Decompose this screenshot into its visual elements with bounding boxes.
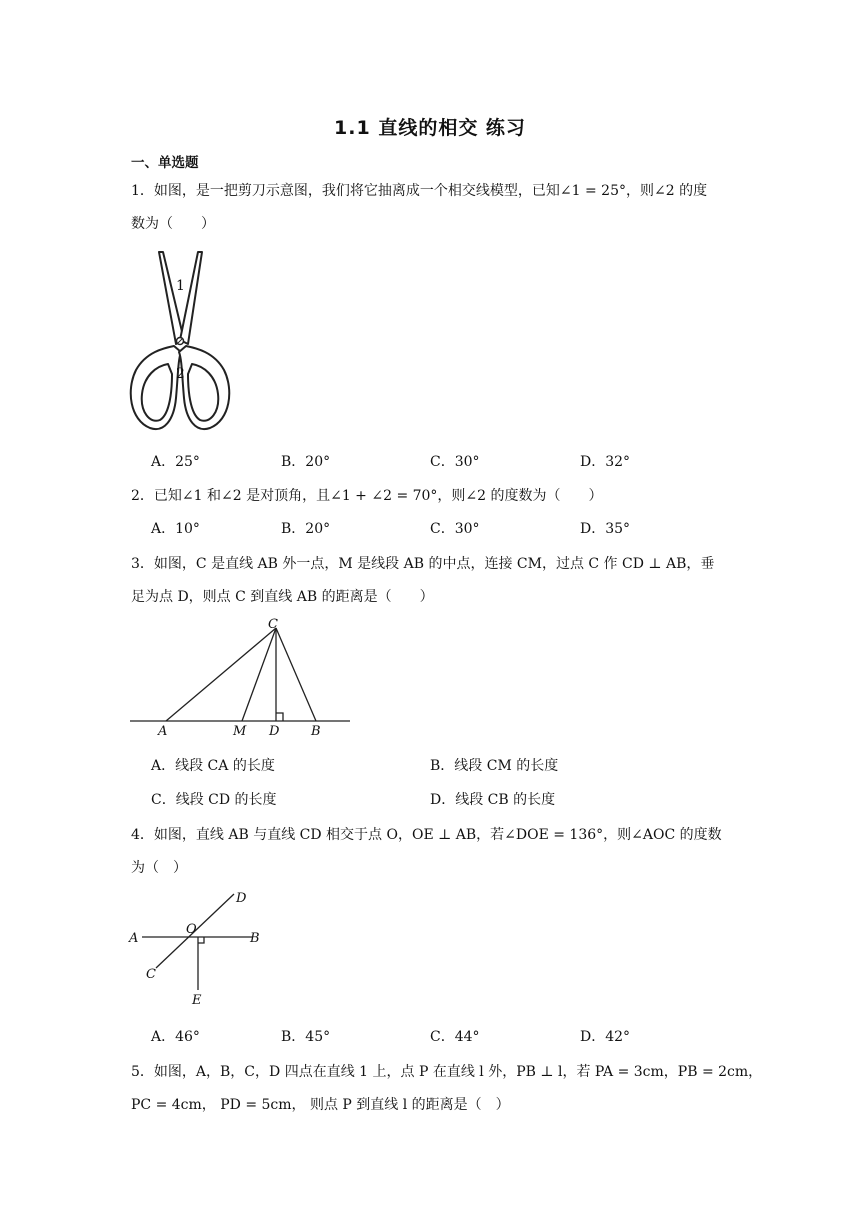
question-2-text: 2．已知∠1 和∠2 是对顶角，且∠1 + ∠2 = 70°，则∠2 的度数为（ ） [131,488,603,504]
q3-option-d[interactable]: D．线段 CB 的长度 [430,792,556,808]
q4-option-b[interactable]: B．45° [281,1029,331,1045]
scissors-figure [126,248,236,433]
point-c-label: C [268,617,278,632]
q2-option-b[interactable]: B．20° [281,521,331,537]
q2-option-d[interactable]: D．35° [580,521,631,537]
point-a-label: A [158,724,168,739]
page-title: 1.1 直线的相交 练习 [334,117,526,139]
q1-option-a[interactable]: A．25° [151,454,200,470]
q4-option-a[interactable]: A．46° [151,1029,200,1045]
point-c-label: C [146,967,156,982]
section-heading: 一、单选题 [131,155,199,171]
point-d-label: D [236,891,247,906]
q3-option-b[interactable]: B．线段 CM 的长度 [430,758,559,774]
question-4-text: 4．如图，直线 AB 与直线 CD 相交于点 O，OE ⊥ AB，若∠DOE = 136°，则∠AOC 的度数 [131,827,722,843]
point-m-label: M [233,724,247,739]
point-e-label: E [192,993,202,1008]
question-3-text: 3．如图，C 是直线 AB 外一点，M 是线段 AB 的中点，连接 CM，过点 C 作 CD ⊥ AB，垂 [131,556,715,572]
question-1-text-cont: 数为（ ） [131,216,215,232]
question-5-text: 5．如图，A，B，C，D 四点在直线 1 上，点 P 在直线 l 外，PB ⊥ l，若 PA = 3cm，PB = 2cm， [131,1064,763,1080]
angle-2-label: 2 [176,366,185,382]
q3-option-a[interactable]: A．线段 CA 的长度 [151,758,275,774]
q2-option-c[interactable]: C．30° [430,521,480,537]
q3-option-c[interactable]: C．线段 CD 的长度 [151,792,277,808]
point-b-label: B [250,931,260,946]
question-1-text: 1．如图，是一把剪刀示意图，我们将它抽离成一个相交线模型，已知∠1 = 25°，则∠2 的度 [131,183,708,199]
question-4-text-cont: 为（ ） [131,860,187,876]
angle-1-label: 1 [176,278,185,294]
point-b-label: B [311,724,321,739]
q4-option-d[interactable]: D．42° [580,1029,631,1045]
q4-option-c[interactable]: C．44° [430,1029,480,1045]
point-d-label: D [269,724,280,739]
q1-option-b[interactable]: B．20° [281,454,331,470]
question-3-text-cont: 足为点 D，则点 C 到直线 AB 的距离是（ ） [131,589,434,605]
point-a-label: A [129,931,139,946]
q1-option-d[interactable]: D．32° [580,454,631,470]
intersecting-lines-figure [126,886,266,1011]
q1-option-c[interactable]: C．30° [430,454,480,470]
q2-option-a[interactable]: A．10° [151,521,200,537]
triangle-figure [126,616,356,741]
point-o-label: O [186,922,197,937]
question-5-text-cont: PC = 4cm， PD = 5cm， 则点 P 到直线 l 的距离是（ ） [131,1097,510,1113]
